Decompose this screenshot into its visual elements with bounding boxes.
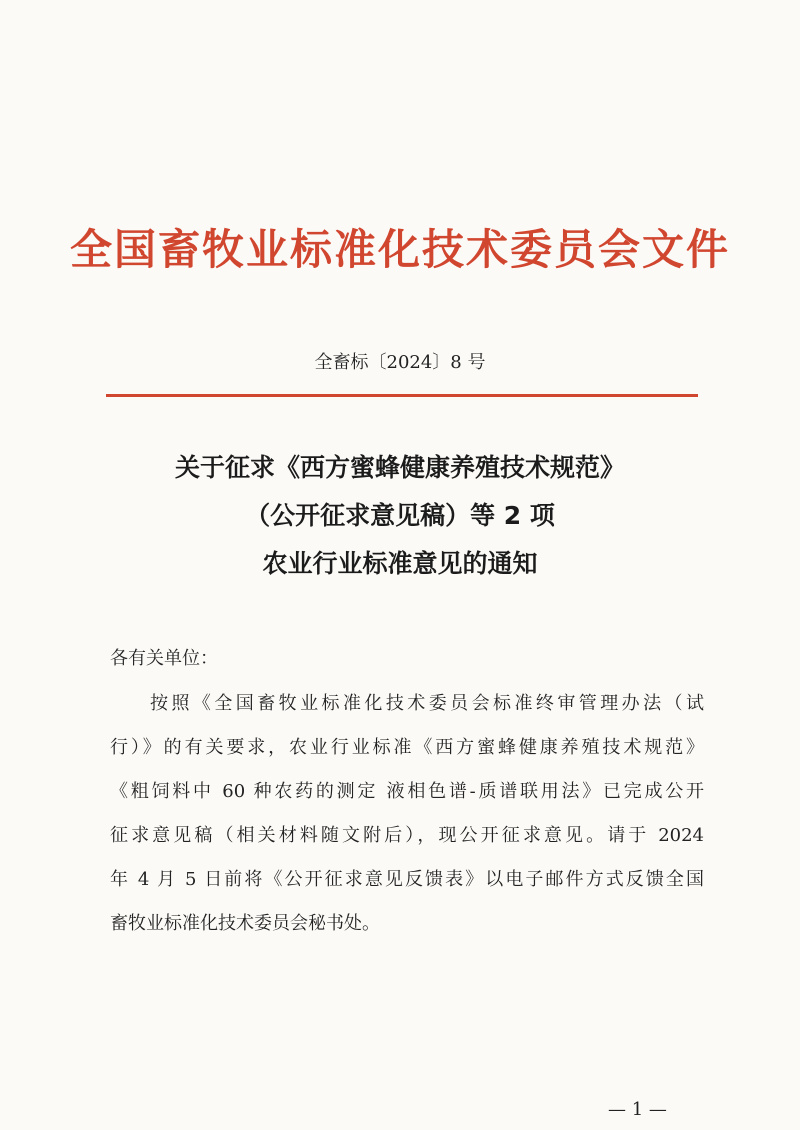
body-line: 征求意见稿（相关材料随文附后），现公开征求意见。请于 2024 — [110, 825, 704, 846]
body-line: 按照《全国畜牧业标准化技术委员会标准终审管理办法（试 — [150, 693, 704, 714]
body-line: 行）》的有关要求，农业行业标准《西方蜜蜂健康养殖技术规范》 — [110, 737, 704, 758]
body-line: 畜牧业标准化技术委员会秘书处。 — [110, 913, 380, 934]
salutation: 各有关单位： — [110, 648, 218, 669]
body-line: 年 4 月 5 日前将《公开征求意见反馈表》以电子邮件方式反馈全国 — [110, 869, 704, 890]
body-line: 《粗饲料中 60 种农药的测定 液相色谱-质谱联用法》已完成公开 — [110, 781, 704, 802]
notice-title — [0, 444, 800, 588]
document-number: 全畜标〔2024〕8 号 — [314, 352, 486, 373]
notice-title-line-3: 农业行业标准意见的通知 — [262, 549, 538, 578]
notice-title-line-2: （公开征求意见稿）等 2 项 — [245, 501, 555, 530]
page-number: — 1 — — [608, 1099, 667, 1120]
notice-title-line-1: 关于征求《西方蜜蜂健康养殖技术规范》 — [174, 453, 625, 482]
header-divider — [106, 394, 698, 397]
body-paragraph — [110, 682, 704, 946]
document-header-title: 全国畜牧业标准化技术委员会文件 — [69, 225, 730, 274]
